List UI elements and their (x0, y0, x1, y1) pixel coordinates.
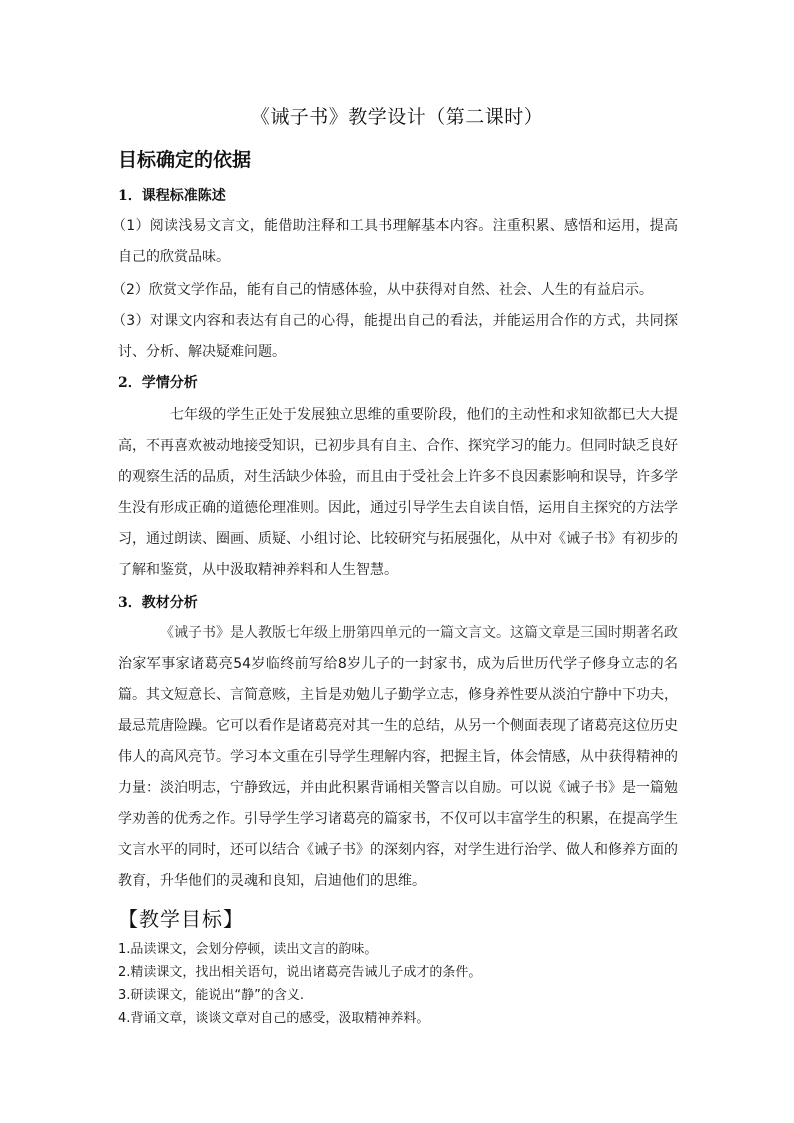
goal-item-1: 1.品读课文，会划分停顿，读出文言的韵味。 (118, 942, 378, 957)
standards-item-1: （1）阅读浅易文言文，能借助注释和工具书理解基本内容。注重积累、感悟和运用，提高自己的欣赏品味。 (112, 218, 678, 265)
textbook-paragraph-rest: 治家军事家诸葛亮54岁临终前写给8岁儿子的一封家书，成为后世历代学子修身立志的名篇。其文短意长、言简意赅，主旨是劝勉儿子勤学立志，修身养性要从淡泊宁静中下功夫，最忌荒唐险躁。它可以看作是诸葛亮对其一生的总结，从另一个侧面表现了诸葛亮这位历史伟人的高风亮节。学习本文重在引导学生理解内容，把握主旨，体会情感，从中获得精神的力量：淡泊明志，宁静致远，并由此积累背诵相关警言以自励。可以说《诫子书》是一篇勉学劝善的优秀之作。引导学生学习诸葛亮的篇家书，不仅可以丰富学生的积累，在提高学生文言水平的同时，还可以结合《诫子书》的深刻内容，对学生进行治学、做人和修养方面的教育，升华他们的灵魂和良知，启迪他们的思维。 (118, 656, 678, 889)
textbook-paragraph-lead: 《诫子书》是人教版七年级上册第四单元的一篇文言文。这篇文章是三国时期著名政 (160, 625, 678, 641)
goals-heading: 【教学目标】 (118, 907, 244, 931)
goal-item-4: 4.背诵文章，谈谈文章对自己的感受，汲取精神养料。 (118, 1011, 430, 1026)
document-title: 《诫子书》教学设计（第二课时） (250, 106, 544, 128)
students-paragraph: 七年级的学生正处于发展独立思维的重要阶段，他们的主动性和求知欲都已大大提高，不再喜欢被动地接受知识，已初步具有自主、合作、探究学习的能力。但同时缺乏良好的观察生活的品质，对生活缺少体验，而且由于受社会上许多不良因素影响和误导，许多学生没有形成正确的道德伦理准则。因此，通过引导学生去自读自悟，运用自主探究的方法学习，通过朗读、圈画、质疑、小组讨论、比较研究与拓展强化，从中对《诫子书》有初步的了解和鉴赏，从中汲取精神养料和人生智慧。 (118, 407, 678, 578)
textbook-paragraph (118, 618, 678, 897)
students-heading: 2．学情分析 (118, 375, 198, 391)
standards-item-2: （2）欣赏文学作品，能有自己的情感体验，从中获得对自然、社会、人生的有益启示。 (112, 282, 653, 298)
textbook-heading: 3．教材分析 (118, 595, 198, 611)
standards-item-3: （3）对课文内容和表达有自己的心得，能提出自己的看法，并能运用合作的方式，共同探讨、分析、解决疑难问题。 (112, 313, 678, 360)
goal-item-2: 2.精读课文，找出相关语句，说出诸葛亮告诫儿子成才的条件。 (118, 965, 482, 980)
section-heading: 目标确定的依据 (118, 149, 252, 171)
goal-item-3: 3.研读课文，能说出“静”的含义. (118, 988, 305, 1003)
standards-heading: 1．课程标准陈述 (118, 188, 226, 204)
